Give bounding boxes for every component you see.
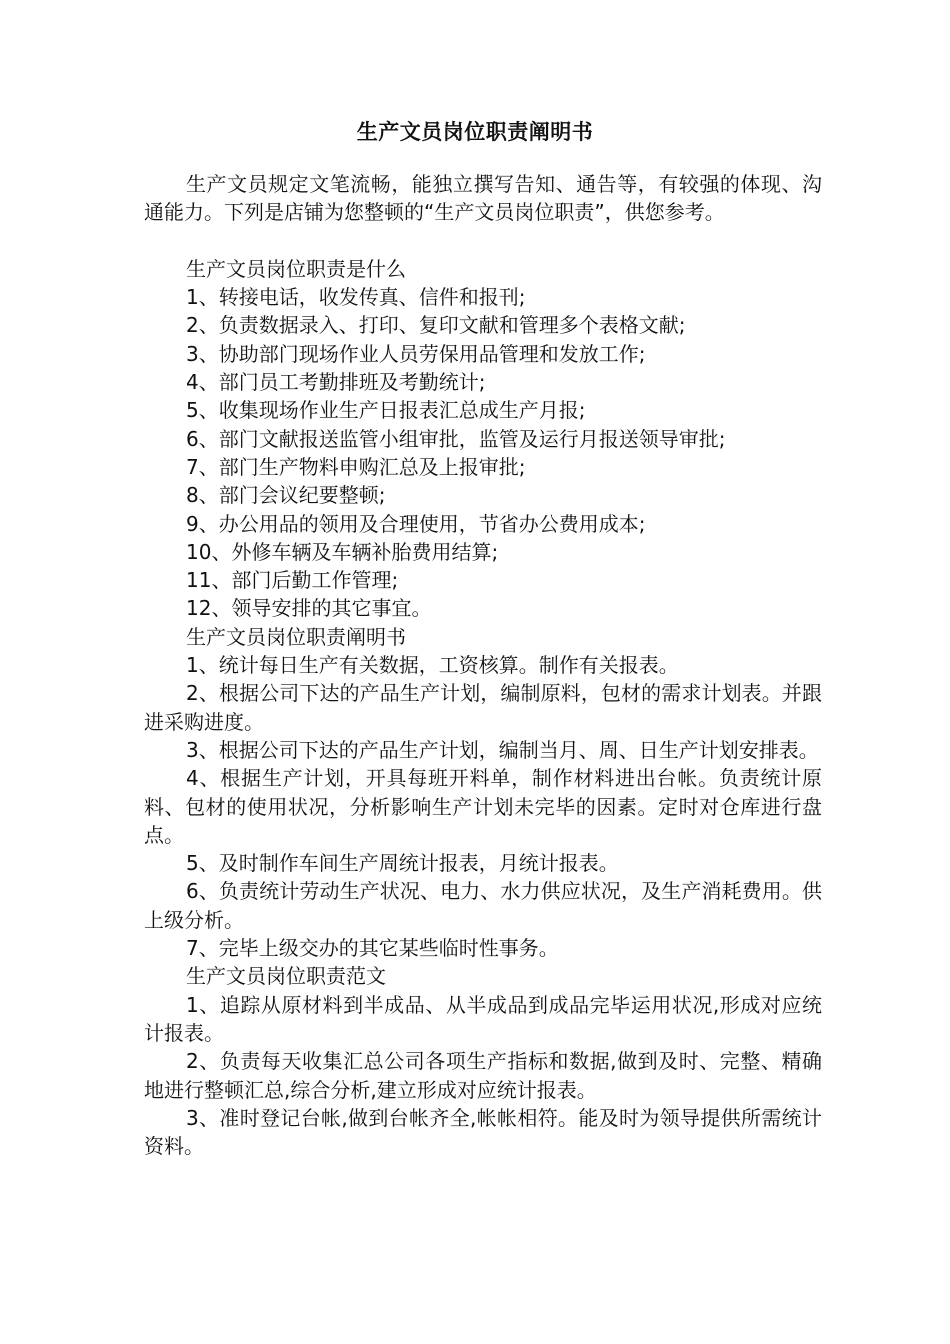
list-item: 6、部门文献报送监管小组审批，监管及运行月报送领导审批; [186,426,726,451]
section-heading: 生产文员岗位职责范文 [186,964,386,989]
list-item: 8、部门会议纪要整顿; [186,483,386,508]
list-item: 11、部门后勤工作管理; [186,568,399,593]
list-item: 2、负责数据录入、打印、复印文献和管理多个表格文献; [186,313,686,338]
list-item: 7、部门生产物料申购汇总及上报审批; [186,454,526,479]
blank-line [144,227,822,255]
list-item: 1、追踪从原材料到半成品、从半成品到成品完毕运用状况,形成对应统计报表。 [144,992,822,1045]
section-heading: 生产文员岗位职责阐明书 [186,624,406,649]
intro-paragraph: 生产文员规定文笔流畅，能独立撰写告知、通告等，有较强的体现、沟通能力。下列是店铺为您整顿的“生产文员岗位职责”，供您参考。 [144,172,822,225]
list-item: 7、完毕上级交办的其它某些临时性事务。 [186,936,559,961]
document-body [144,170,822,1160]
list-item: 3、根据公司下达的产品生产计划，编制当月、周、日生产计划安排表。 [186,737,819,762]
document-title: 生产文员岗位职责阐明书 [356,120,594,144]
list-item: 4、根据生产计划，开具每班开料单，制作材料进出台帐。负责统计原料、包材的使用状况，分析影响生产计划未完毕的因素。定时对仓库进行盘点。 [144,766,822,847]
list-item: 3、准时登记台帐,做到台帐齐全,帐帐相符。能及时为领导提供所需统计资料。 [144,1105,822,1159]
list-item: 9、办公用品的领用及合理使用，节省办公费用成本; [186,511,646,536]
list-item: 2、根据公司下达的产品生产计划，编制原料，包材的需求计划表。并跟进采购进度。 [144,681,822,734]
list-item: 4、部门员工考勤排班及考勤统计; [186,370,486,395]
list-item: 2、负责每天收集汇总公司各项生产指标和数据,做到及时、完整、精确地进行整顿汇总,综合分析,建立形成对应统计报表。 [144,1049,822,1102]
list-item: 3、协助部门现场作业人员劳保用品管理和发放工作; [186,341,646,366]
list-item: 10、外修车辆及车辆补胎费用结算; [186,539,499,564]
list-item: 5、收集现场作业生产日报表汇总成生产月报; [186,398,586,423]
list-item: 1、统计每日生产有关数据，工资核算。制作有关报表。 [186,653,679,678]
list-item: 6、负责统计劳动生产状况、电力、水力供应状况，及生产消耗费用。供上级分析。 [144,879,822,932]
list-item: 1、转接电话，收发传真、信件和报刊; [186,285,526,310]
list-item: 5、及时制作车间生产周统计报表，月统计报表。 [186,851,619,876]
section-heading: 生产文员岗位职责是什么 [186,256,406,281]
list-item: 12、领导安排的其它事宜。 [186,596,432,621]
